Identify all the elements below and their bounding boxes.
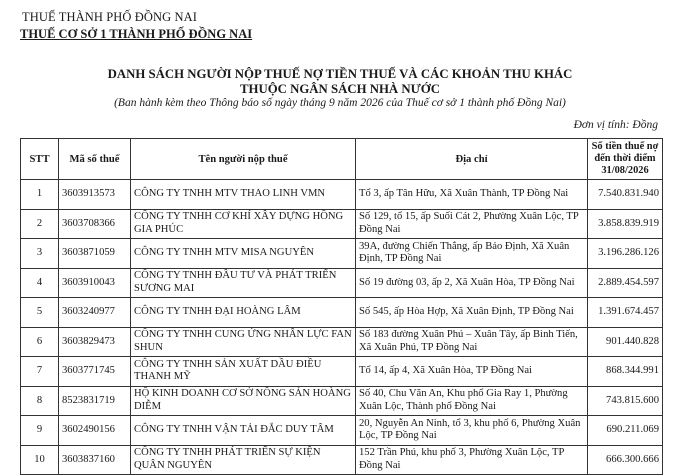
table-row bbox=[21, 327, 663, 357]
table-body bbox=[21, 180, 663, 475]
org-parent-name: THUẾ THÀNH PHỐ ĐỒNG NAI bbox=[22, 10, 197, 24]
table-row bbox=[21, 357, 663, 387]
debtor-table bbox=[20, 138, 663, 475]
row-tax-code: 8523831719 bbox=[59, 386, 131, 416]
table-row bbox=[21, 445, 663, 475]
row-address: 39A, đường Chiến Thắng, ấp Bảo Định, Xã Xuân Định, TP Đồng Nai bbox=[356, 239, 588, 269]
table-header-row bbox=[21, 139, 663, 180]
row-stt: 6 bbox=[21, 327, 59, 357]
row-tax-code: 3603708366 bbox=[59, 209, 131, 239]
table-row bbox=[21, 209, 663, 239]
row-tax-code: 3603240977 bbox=[59, 298, 131, 328]
document-title-line2: THUỘC NGÂN SÁCH NHÀ NƯỚC bbox=[239, 82, 440, 96]
row-address: Tổ 3, ấp Tân Hữu, Xã Xuân Thành, TP Đồng Nai bbox=[356, 180, 588, 210]
table-row bbox=[21, 180, 663, 210]
row-amount: 3.196.286.126 bbox=[588, 239, 663, 269]
row-stt: 10 bbox=[21, 445, 59, 475]
row-tax-code: 3603913573 bbox=[59, 180, 131, 210]
row-amount: 690.211.069 bbox=[588, 416, 663, 446]
row-amount: 868.344.991 bbox=[588, 357, 663, 387]
row-name: CÔNG TY TNHH SẢN XUẤT DẦU ĐIỀU THANH MỸ bbox=[131, 357, 356, 387]
row-address: Số 545, ấp Hòa Hợp, Xã Xuân Định, TP Đồng Nai bbox=[356, 298, 588, 328]
row-name: CÔNG TY TNHH ĐẦU TƯ VÀ PHÁT TRIỂN SƯƠNG MAI bbox=[131, 268, 356, 298]
row-stt: 3 bbox=[21, 239, 59, 269]
header-stt: STT bbox=[21, 139, 59, 180]
row-tax-code: 3603910043 bbox=[59, 268, 131, 298]
row-stt: 7 bbox=[21, 357, 59, 387]
org-name bbox=[20, 27, 252, 42]
row-amount: 743.815.600 bbox=[588, 386, 663, 416]
row-stt: 2 bbox=[21, 209, 59, 239]
row-name: CÔNG TY TNHH PHÁT TRIỂN SỰ KIỆN QUÂN NGUYÊN bbox=[131, 445, 356, 475]
header-address: Địa chỉ bbox=[356, 139, 588, 180]
row-address: 152 Trần Phú, khu phố 3, Phường Xuân Lộc, TP Đồng Nai bbox=[356, 445, 588, 475]
unit-label: Đơn vị tính: Đồng bbox=[573, 119, 658, 131]
row-address: Số 40, Chu Văn An, Khu phố Gia Ray 1, Phường Xuân Lộc, Thành phố Đồng Nai bbox=[356, 386, 588, 416]
document-subtitle: (Ban hành kèm theo Thông báo số ngày tháng 9 năm 2026 của Thuế cơ sở 1 thành phố Đồng Nai) bbox=[114, 97, 566, 109]
row-stt: 4 bbox=[21, 268, 59, 298]
row-address: Số 183 đường Xuân Phú – Xuân Tây, ấp Bình Tiến, Xã Xuân Phú, TP Đồng Nai bbox=[356, 327, 588, 357]
row-stt: 8 bbox=[21, 386, 59, 416]
row-name: CÔNG TY TNHH VẬN TẢI ĐẮC DUY TÂM bbox=[131, 416, 356, 446]
table-row bbox=[21, 416, 663, 446]
row-address: Tổ 14, ấp 4, Xã Xuân Hòa, TP Đồng Nai bbox=[356, 357, 588, 387]
document-title: DANH SÁCH NGƯỜI NỘP THUẾ NỢ TIỀN THUẾ VÀ CÁC KHOẢN THU KHÁC bbox=[107, 67, 573, 81]
row-tax-code: 3603771745 bbox=[59, 357, 131, 387]
row-name: CÔNG TY TNHH MTV THAO LINH VMN bbox=[131, 180, 356, 210]
row-tax-code: 3603871059 bbox=[59, 239, 131, 269]
row-amount: 666.300.666 bbox=[588, 445, 663, 475]
row-amount: 901.440.828 bbox=[588, 327, 663, 357]
row-name: CÔNG TY TNHH CUNG ỨNG NHÂN LỰC FAN SHUN bbox=[131, 327, 356, 357]
header-tax-code: Mã số thuế bbox=[59, 139, 131, 180]
row-stt: 1 bbox=[21, 180, 59, 210]
table-row bbox=[21, 268, 663, 298]
row-amount: 1.391.674.457 bbox=[588, 298, 663, 328]
row-name: CÔNG TY TNHH ĐẠI HOÀNG LÂM bbox=[131, 298, 356, 328]
row-name: HỘ KINH DOANH CƠ SỞ NÔNG SẢN HOÀNG DIỄM bbox=[131, 386, 356, 416]
row-tax-code: 3603829473 bbox=[59, 327, 131, 357]
row-amount: 7.540.831.940 bbox=[588, 180, 663, 210]
row-amount: 2.889.454.597 bbox=[588, 268, 663, 298]
header-name: Tên người nộp thuế bbox=[131, 139, 356, 180]
row-tax-code: 3602490156 bbox=[59, 416, 131, 446]
row-name: CÔNG TY TNHH CƠ KHÍ XÂY DỰNG HỒNG GIA PHÚC bbox=[131, 209, 356, 239]
row-tax-code: 3603837160 bbox=[59, 445, 131, 475]
org-name-text: THUẾ CƠ SỞ 1 THÀNH PHỐ ĐỒNG NAI bbox=[20, 27, 253, 41]
table-row bbox=[21, 239, 663, 269]
row-stt: 5 bbox=[21, 298, 59, 328]
table-row bbox=[21, 298, 663, 328]
row-address: 20, Nguyễn An Ninh, tổ 3, khu phố 6, Phường Xuân Lộc, TP Đồng Nai bbox=[356, 416, 588, 446]
row-address: Số 19 đường 03, ấp 2, Xã Xuân Hòa, TP Đồng Nai bbox=[356, 268, 588, 298]
row-amount: 3.858.839.919 bbox=[588, 209, 663, 239]
row-address: Số 129, tổ 15, ấp Suối Cát 2, Phường Xuân Lộc, TP Đồng Nai bbox=[356, 209, 588, 239]
row-name: CÔNG TY TNHH MTV MISA NGUYÊN bbox=[131, 239, 356, 269]
header-amount: Số tiền thuế nợ đến thời điểm 31/08/2026 bbox=[588, 139, 663, 180]
row-stt: 9 bbox=[21, 416, 59, 446]
table-row bbox=[21, 386, 663, 416]
